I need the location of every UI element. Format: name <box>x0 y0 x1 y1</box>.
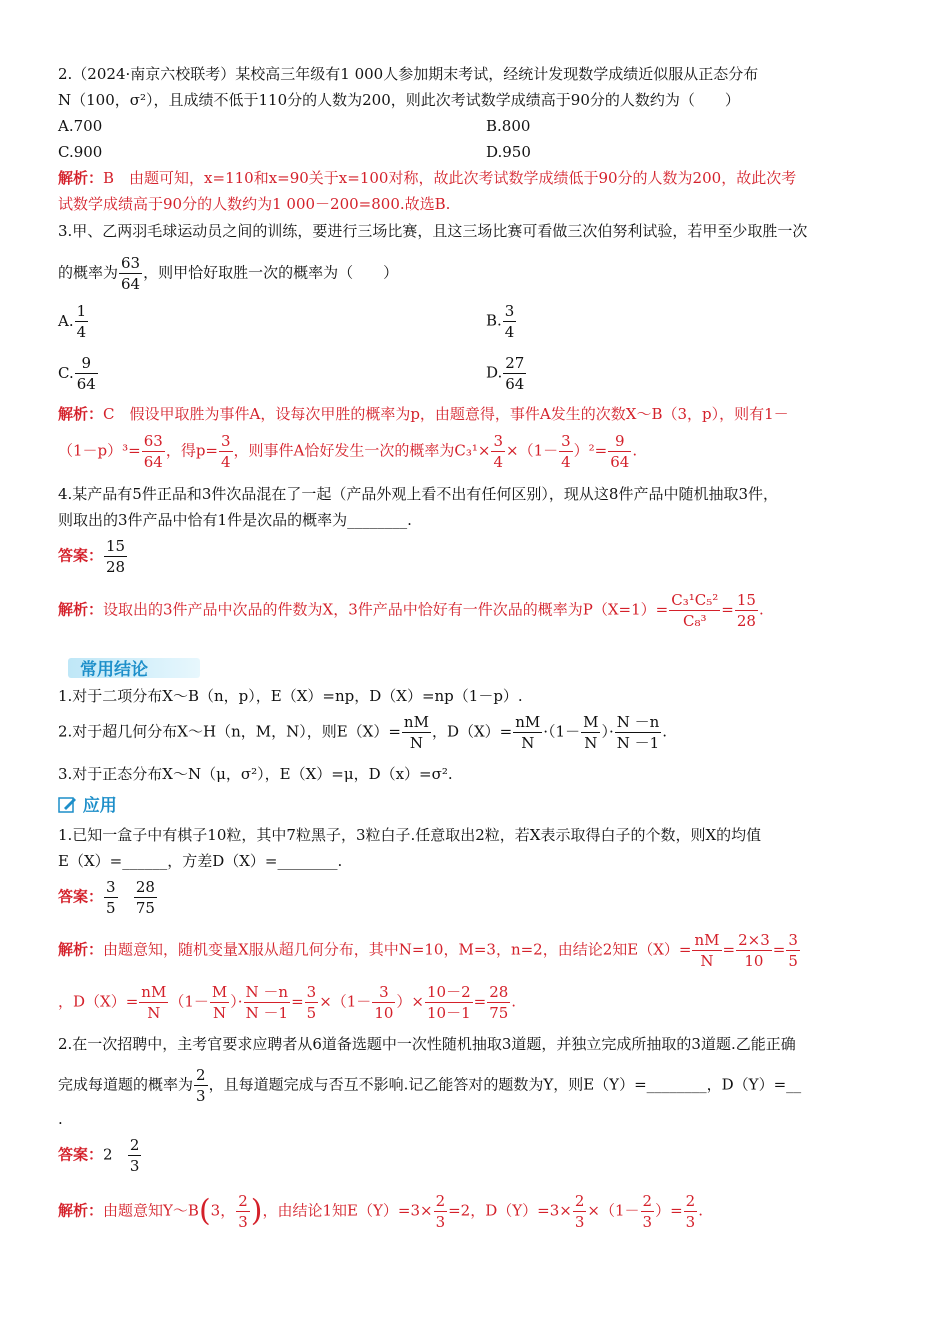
fraction: $\frac{63}{64}$ <box>143 432 163 471</box>
q3-option-d: D. $\frac{27}{64}$ <box>486 354 525 393</box>
fraction: $\frac{15}{28}$ <box>736 591 756 630</box>
app-p2-answer <box>58 1135 894 1176</box>
q2-stem-line1: 2.（2024·南京六校联考）某校高三年级有1 000人参加期末考试，经统计发现数学成绩近似服从正态分布 <box>58 65 759 83</box>
q4-solution: 解析：设取出的3件产品中次品的件数为X，3件产品中恰好有一件次品的概率为P（X=1）= $\frac{\text{C₃¹C₅²}}{\text{C₈³}}$ = $\frac{15}{28}$ . <box>58 591 764 630</box>
pencil-edit-icon <box>58 796 78 814</box>
fraction: $\frac{2}{3}$ <box>238 1192 248 1231</box>
fraction: $\frac{3}{4}$ <box>493 432 503 471</box>
fraction: $\frac{nM}{N}$ <box>403 713 429 752</box>
q2-option-b: B.800 <box>486 117 531 135</box>
q3-solution-line1 <box>58 401 894 427</box>
fraction: $\frac{\text{C₃¹C₅²}}{\text{C₈³}}$ <box>671 591 719 630</box>
app-p2-line1: 2.在一次招聘中，主考官要求应聘者从6道备选题中一次性随机抽取3道题，并独立完成所抽取的3道题.乙能正确 <box>58 1035 796 1053</box>
app-p1-line1: 1.已知一盒子中有棋子10粒，其中7粒黑子，3粒白子.任意取出2粒，若X表示取得白子的个数，则X的均值 <box>58 826 762 844</box>
fraction: $\frac{9}{64}$ <box>610 432 630 471</box>
app-p2-line3: . <box>58 1110 63 1128</box>
q3-option-c: C. $\frac{9}{64}$ <box>58 354 96 393</box>
conclusions-title: 常用结论 <box>80 660 148 680</box>
fraction: $\frac{nM}{N}$ <box>694 931 720 970</box>
fraction: $\frac{2}{3}$ <box>129 1136 140 1175</box>
fraction: $\frac{2}{3}$ <box>574 1192 585 1231</box>
q2-options-row2 <box>58 139 894 165</box>
q2-solution-line1 <box>58 165 894 191</box>
conclusion-1: 1.对于二项分布X～B（n，p），E（X）=np，D（X）=np（1－p）. <box>58 687 523 705</box>
app-p1-answer <box>58 877 894 918</box>
conclusion-3: 3.对于正态分布X～N（μ，σ²），E（X）=μ，D（x）=σ². <box>58 765 453 783</box>
fraction: $\frac{28}{75}$ <box>135 878 155 917</box>
fraction: $\frac{nM}{N}$ <box>141 983 167 1022</box>
answer-value: 2 <box>103 1145 113 1164</box>
fraction: $\frac{N -n}{N -1}$ <box>616 713 660 752</box>
answer-label: 答案： <box>58 887 104 906</box>
app-p1-solution-line2: ，D（X）= $\frac{nM}{N}$ （1－ $\frac{M}{N}$ ）· $\frac{N -n}{N -1}$ = $\frac{3}{5}$ ×（1－ $\frac{3}{10}$ ）× $\frac{10-2}{10-1}$ = $\frac{28}{75}$ . <box>58 983 517 1022</box>
fraction: $\frac{63}{64}$ <box>121 254 141 293</box>
q3-stem-line1: 3.甲、乙两羽毛球运动员之间的训练，要进行三场比赛，且这三场比赛可看做三次伯努利试验，若甲至少取胜一次 <box>58 222 808 240</box>
fraction: $\frac{10-2}{10-1}$ <box>426 983 471 1022</box>
fraction: $\frac{nM}{N}$ <box>515 713 541 752</box>
fraction: $\frac{2}{3}$ <box>685 1192 696 1231</box>
q3-solution-line2: （1－p）³= $\frac{63}{64}$ ，得p= $\frac{3}{4}$ ，则事件A恰好发生一次的概率为C₃¹× $\frac{3}{4}$ ×（1－ $\frac{3}{4}$ ）²= $\frac{9}{64}$ . <box>58 432 638 471</box>
fraction: $\frac{M}{N}$ <box>211 983 228 1022</box>
fraction: $\frac{3}{4}$ <box>561 432 571 471</box>
fraction: $\frac{3}{5}$ <box>306 983 317 1022</box>
app-p2-line2: 完成每道题的概率为 $\frac{2}{3}$ ，且每道题完成与否互不影响.记乙能答对的题数为Y，则E（Y）=________，D（Y）=__ <box>58 1066 802 1105</box>
q4-stem-line1: 4.某产品有5件正品和3件次品混在了一起（产品外观上看不出有任何区别），现从这8件产品中随机抽取3件， <box>58 485 778 503</box>
solution-label: 解析： <box>58 169 104 187</box>
answer-label: 答案： <box>58 546 104 565</box>
q4-stem-line2: 则取出的3件产品中恰有1件是次品的概率为________. <box>58 511 412 529</box>
solution-label: 解析： <box>58 1201 104 1220</box>
q3-stem-line2 <box>58 253 894 294</box>
q3-solution-text1: C 假设甲取胜为事件A，设每次甲胜的概率为p，由题意得，事件A发生的次数X～B（3，p），则有1－ <box>103 405 789 423</box>
application-title: 应用 <box>82 796 117 816</box>
q2-option-a: A.700 <box>58 117 103 135</box>
application-header <box>58 793 894 819</box>
fraction: $\frac{3}{10}$ <box>374 983 394 1022</box>
q2-options-row1 <box>58 113 894 139</box>
q2-stem-line2: N（100，σ²），且成绩不低于110分的人数为200，则此次考试数学成绩高于90分的人数约为（ ） <box>58 91 740 109</box>
q3-stem-text-end: ，则甲恰好取胜一次的概率为（ ） <box>143 263 399 282</box>
solution-label: 解析： <box>58 600 104 619</box>
q3-option-a: A. $\frac{1}{4}$ <box>58 302 87 341</box>
q3-options-row1 <box>58 301 894 342</box>
fraction: $\frac{15}{28}$ <box>106 537 126 576</box>
q2-solution-text1: B 由题可知，x=110和x=90关于x=100对称，故此次考试数学成绩低于90分的人数为200，故此次考 <box>103 169 797 187</box>
app-p1-line2: E（X）=______，方差D（X）=________. <box>58 852 343 870</box>
q2-solution-line2: 试数学成绩高于90分的人数约为1 000－200=800.故选B. <box>58 195 451 213</box>
fraction: $\frac{3}{5}$ <box>788 931 798 970</box>
fraction: $\frac{3}{4}$ <box>221 432 231 471</box>
app-p2-solution: 解析：由题意知Y～B(3， $\frac{2}{3}$ )，由结论1知E（Y）=3× $\frac{2}{3}$ =2，D（Y）=3× $\frac{2}{3}$ ×（1－ $\frac{2}{3}$ ）= $\frac{2}{3}$ . <box>58 1192 703 1231</box>
q3-stem-text: 的概率为 <box>58 263 119 282</box>
fraction: $\frac{28}{75}$ <box>489 983 509 1022</box>
q3-option-b: B. $\frac{3}{4}$ <box>486 302 515 341</box>
app-p1-solution-line1: 解析：由题意知，随机变量X服从超几何分布，其中N=10，M=3，n=2，由结论2知E（X）= $\frac{nM}{N}$ = $\frac{2\times 3}{10}$ = $\frac{3}{5}$ <box>58 931 798 970</box>
solution-label: 解析： <box>58 940 104 959</box>
solution-label: 解析： <box>58 405 104 423</box>
conclusion-2: 2.对于超几何分布X～H（n，M，N），则E（X）= $\frac{nM}{N}$ ，D（X）= $\frac{nM}{N}$ ·（1－ $\frac{M}{N}$ ）· $\frac{N -n}{N -1}$ . <box>58 713 668 752</box>
fraction: $\frac{2}{3}$ <box>435 1192 446 1231</box>
q4-answer <box>58 536 894 577</box>
fraction: $\frac{M}{N}$ <box>583 713 599 752</box>
q3-options-row2 <box>58 353 894 394</box>
conclusions-header <box>58 654 218 680</box>
answer-label: 答案： <box>58 1145 104 1164</box>
fraction: $\frac{2\times 3}{10}$ <box>738 931 770 970</box>
fraction: $\frac{3}{5}$ <box>106 878 116 917</box>
fraction: $\frac{2}{3}$ <box>642 1192 653 1231</box>
q2-option-d: D.950 <box>486 143 531 161</box>
q2-option-c: C.900 <box>58 143 103 161</box>
fraction: $\frac{N -n}{N -1}$ <box>245 983 289 1022</box>
fraction: $\frac{2}{3}$ <box>196 1066 206 1105</box>
